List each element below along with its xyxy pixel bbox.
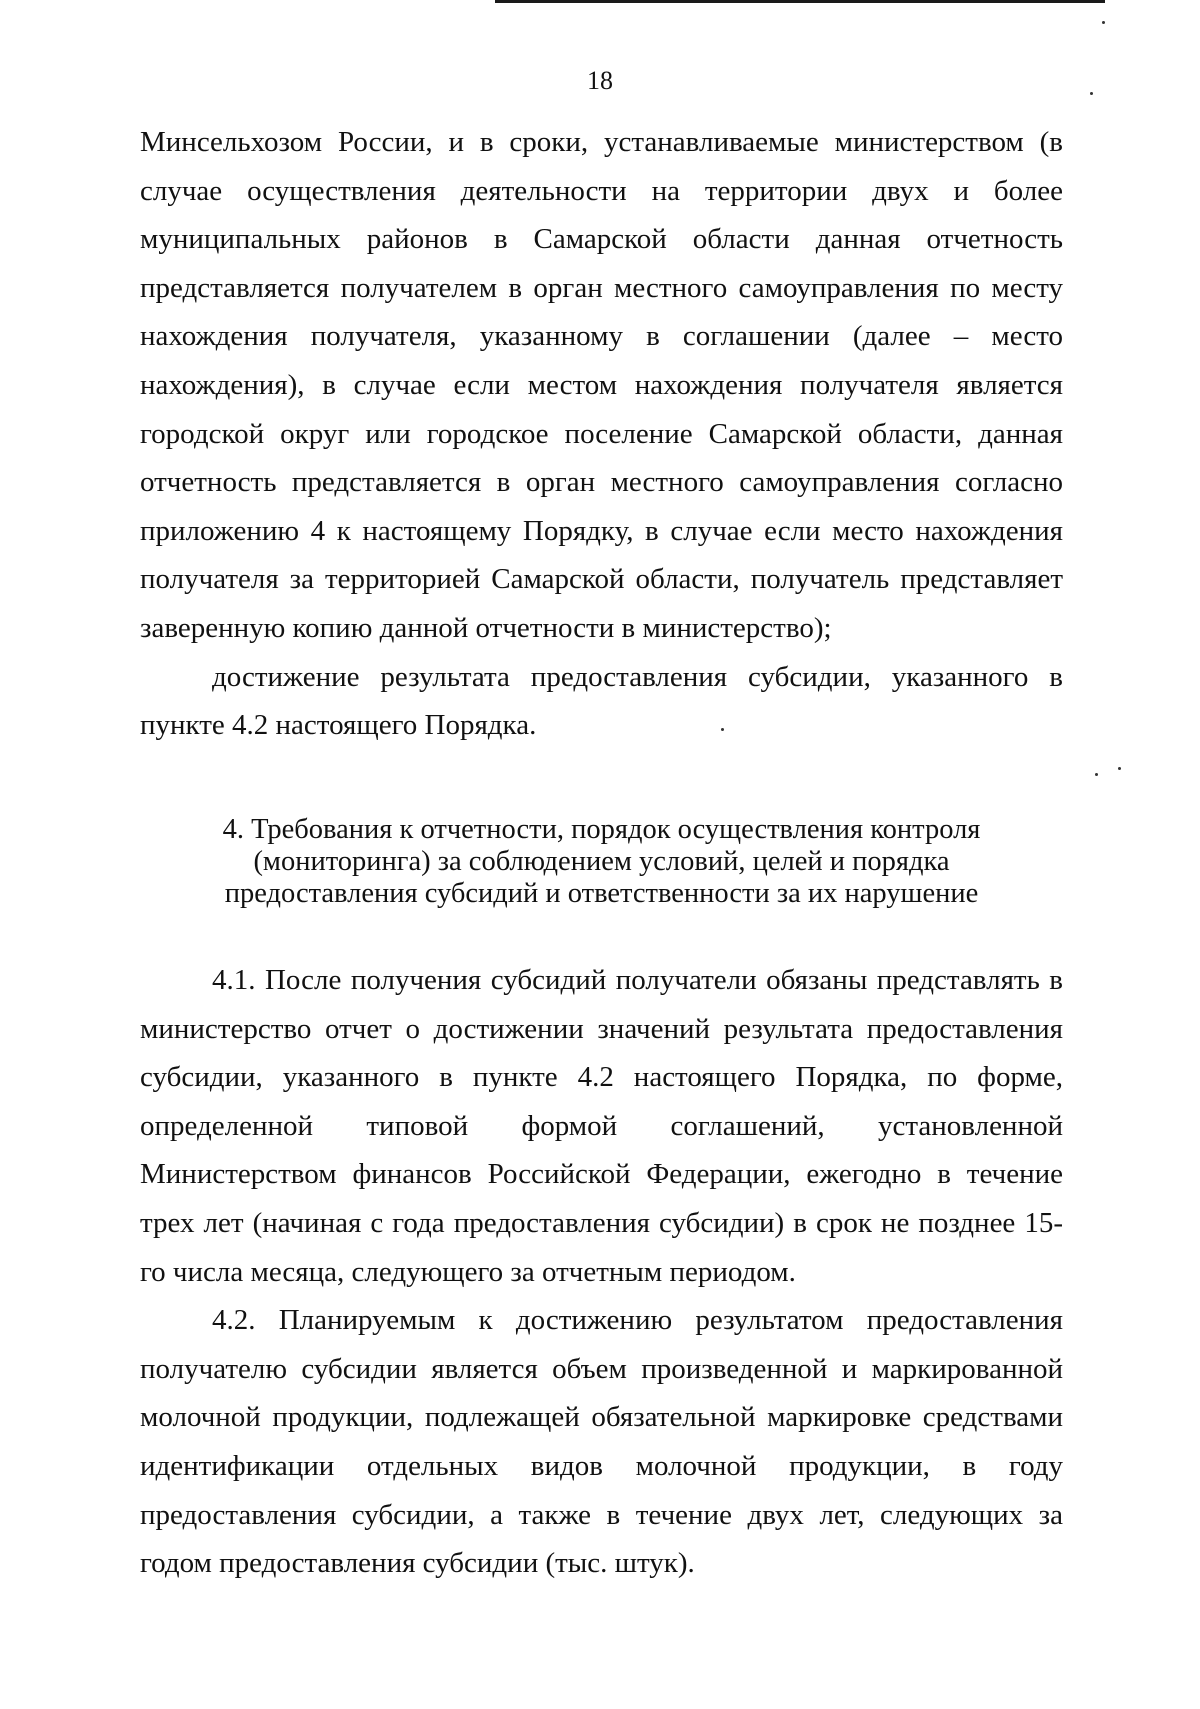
scan-speck [1095,773,1098,776]
page-number: 18 [587,66,613,95]
continuation-paragraph: Минсельхозом России, и в сроки, устанавливаемые министерством (в случае осуществления деятельности на территории двух и более муниципальных районов в Самарской области данная отчетность представляется получателем в орган местного самоуправления по месту нахождения получателя, указанному в соглашении (далее – место нахождения), в случае если местом нахождения получателя является городской округ или городское поселение Самарской области, данная отчетность представляется в орган местного самоуправления согласно приложению 4 к настоящему Порядку, в случае если место нахождения получателя за территорией Самарской области, получатель представляет заверенную копию данной отчетности в министерство); [140,126,1063,644]
section-heading [140,814,1063,910]
result-paragraph: достижение результата предоставления субсидии, указанного в пункте 4.2 настоящего Порядка. [140,660,1063,742]
upper-text-block [140,118,1063,750]
section-heading-line-3: предоставления субсидий и ответственности за их нарушение [224,878,979,909]
lower-text-block [140,956,1063,1588]
scan-speck [1102,21,1105,24]
scan-top-edge-line [495,0,1105,3]
scan-speck [1118,767,1121,770]
section-heading-line-2: (мониторинга) за соблюдением условий, целей и порядка [253,846,950,877]
section-heading-line-1: 4. Требования к отчетности, порядок осуществления контроля [222,814,981,845]
clause-4-1: 4.1. После получения субсидий получатели обязаны представлять в министерство отчет о достижении значений результата предоставления субсидии, указанного в пункте 4.2 настоящего Порядка, по форме, определенной типовой формой соглашений, установленной Министерством финансов Российской Федерации, ежегодно в течение трех лет (начиная с года предоставления субсидии) в срок не позднее 15-го числа месяца, следующего за отчетным периодом. [140,964,1063,1288]
clause-4-2: 4.2. Планируемым к достижению результатом предоставления получателю субсидии является объем произведенной и маркированной молочной продукции, подлежащей обязательной маркировке средствами идентификации отдельных видов молочной продукции, в году предоставления субсидии, а также в течение двух лет, следующих за годом предоставления субсидии (тыс. штук). [140,1304,1063,1580]
